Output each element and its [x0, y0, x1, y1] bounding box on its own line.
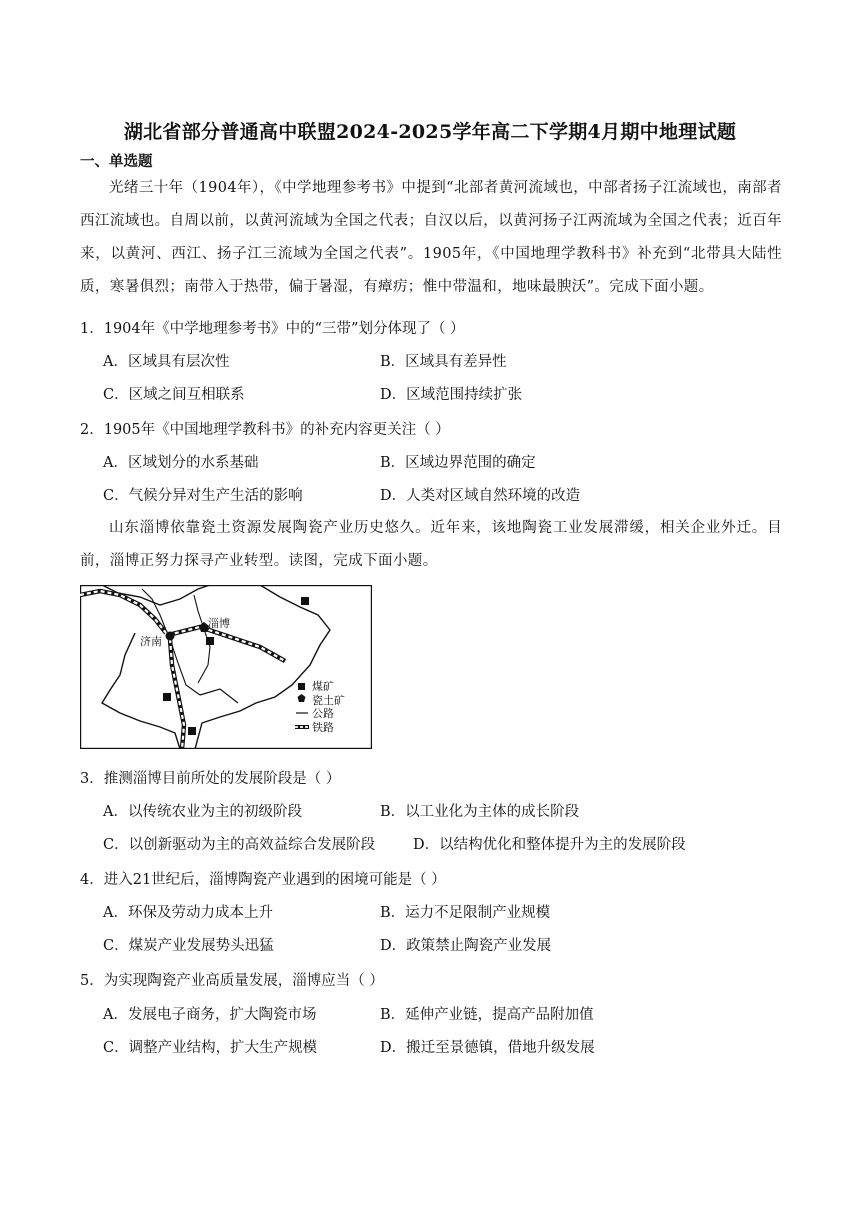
question-2-stem: 2．1905年《中国地理学教科书》的补充内容更关注（ ）: [80, 422, 450, 438]
question-4-option-a: A．环保及劳动力成本上升: [103, 905, 273, 921]
coal-mine-icon: [301, 597, 309, 605]
zibo-map: [80, 585, 372, 749]
map-label-zibo: 淄博: [208, 617, 230, 630]
legend-coal-icon: [298, 683, 305, 690]
zibo-map-figure: [80, 585, 372, 749]
question-1-option-d: D．区域范围持续扩张: [380, 387, 523, 403]
jinan-city-dot: [166, 632, 175, 641]
question-5-stem: 5．为实现陶瓷产业高质量发展，淄博应当（ ）: [80, 973, 384, 989]
question-4-option-d: D．政策禁止陶瓷产业发展: [380, 938, 552, 954]
passage-2: 山东淄博依靠瓷土资源发展陶瓷产业历史悠久。近年来，该地陶瓷工业发展滞缓，相关企业外迁。目前，淄博正努力探寻产业转型。读图，完成下面小题。: [80, 520, 782, 569]
question-2-option-a: A．区域划分的水系基础: [103, 455, 259, 471]
coal-mine-icon: [163, 693, 171, 701]
question-1-stem: 1．1904年《中学地理参考书》中的“三带”划分体现了（ ）: [80, 321, 465, 337]
question-4-option-c: C．煤炭产业发展势头迅猛: [103, 938, 274, 954]
question-3-option-d: D．以结构优化和整体提升为主的发展阶段: [413, 837, 686, 853]
question-3-stem: 3．推测淄博目前所处的发展阶段是（ ）: [80, 771, 341, 787]
question-4-option-b: B．运力不足限制产业规模: [380, 905, 551, 921]
question-5-option-b: B．延伸产业链，提高产品附加值: [380, 1007, 594, 1023]
question-5-option-c: C．调整产业结构，扩大生产规模: [103, 1040, 318, 1056]
coal-mine-icon: [188, 727, 196, 735]
question-1-option-a: A．区域具有层次性: [103, 354, 230, 370]
page-title: 湖北省部分普通高中联盟2024-2025学年高二下学期4月期中地理试题: [123, 121, 737, 143]
question-3-option-a: A．以传统农业为主的初级阶段: [103, 804, 302, 820]
legend-road-label: 公路: [312, 707, 334, 720]
question-2-option-c: C．气候分异对生产生活的影响: [103, 488, 303, 504]
question-2-option-d: D．人类对区域自然环境的改造: [380, 488, 581, 504]
legend-rail-label: 铁路: [312, 721, 334, 734]
legend-clay-label: 瓷土矿: [312, 694, 345, 707]
coal-mine-icon: [206, 637, 214, 645]
question-4-stem: 4．进入21世纪后，淄博陶瓷产业遇到的困境可能是（ ）: [80, 872, 446, 888]
question-3-option-c: C．以创新驱动为主的高效益综合发展阶段: [103, 837, 376, 853]
question-5-option-d: D．搬迁至景德镇，借地升级发展: [380, 1040, 595, 1056]
question-1-option-c: C．区域之间互相联系: [103, 387, 245, 403]
section-heading: 一、单选题: [80, 153, 153, 170]
question-3-option-b: B．以工业化为主体的成长阶段: [380, 804, 580, 820]
map-label-jinan: 济南: [140, 635, 162, 648]
question-5-option-a: A．发展电子商务，扩大陶瓷市场: [103, 1007, 317, 1023]
question-1-option-b: B．区域具有差异性: [380, 354, 507, 370]
question-2-option-b: B．区域边界范围的确定: [380, 455, 536, 471]
legend-coal-label: 煤矿: [312, 680, 334, 693]
passage-1: 光绪三十年（1904年），《中学地理参考书》中提到“北部者黄河流域也，中部者扬子江流域也，南部者西江流域也。自周以前，以黄河流域为全国之代表；自汉以后，以黄河扬子江两流域为全国之代表；近百年来，以黄河、西江、扬子江三流域为全国之代表”。1905年，《中国地理学教科书》补充到“北带具大陆性质，寒暑俱烈；南带入于热带，偏于暑湿，有瘴疠；惟中带温和，地味最腴沃”。完成下面小题。: [80, 180, 782, 295]
